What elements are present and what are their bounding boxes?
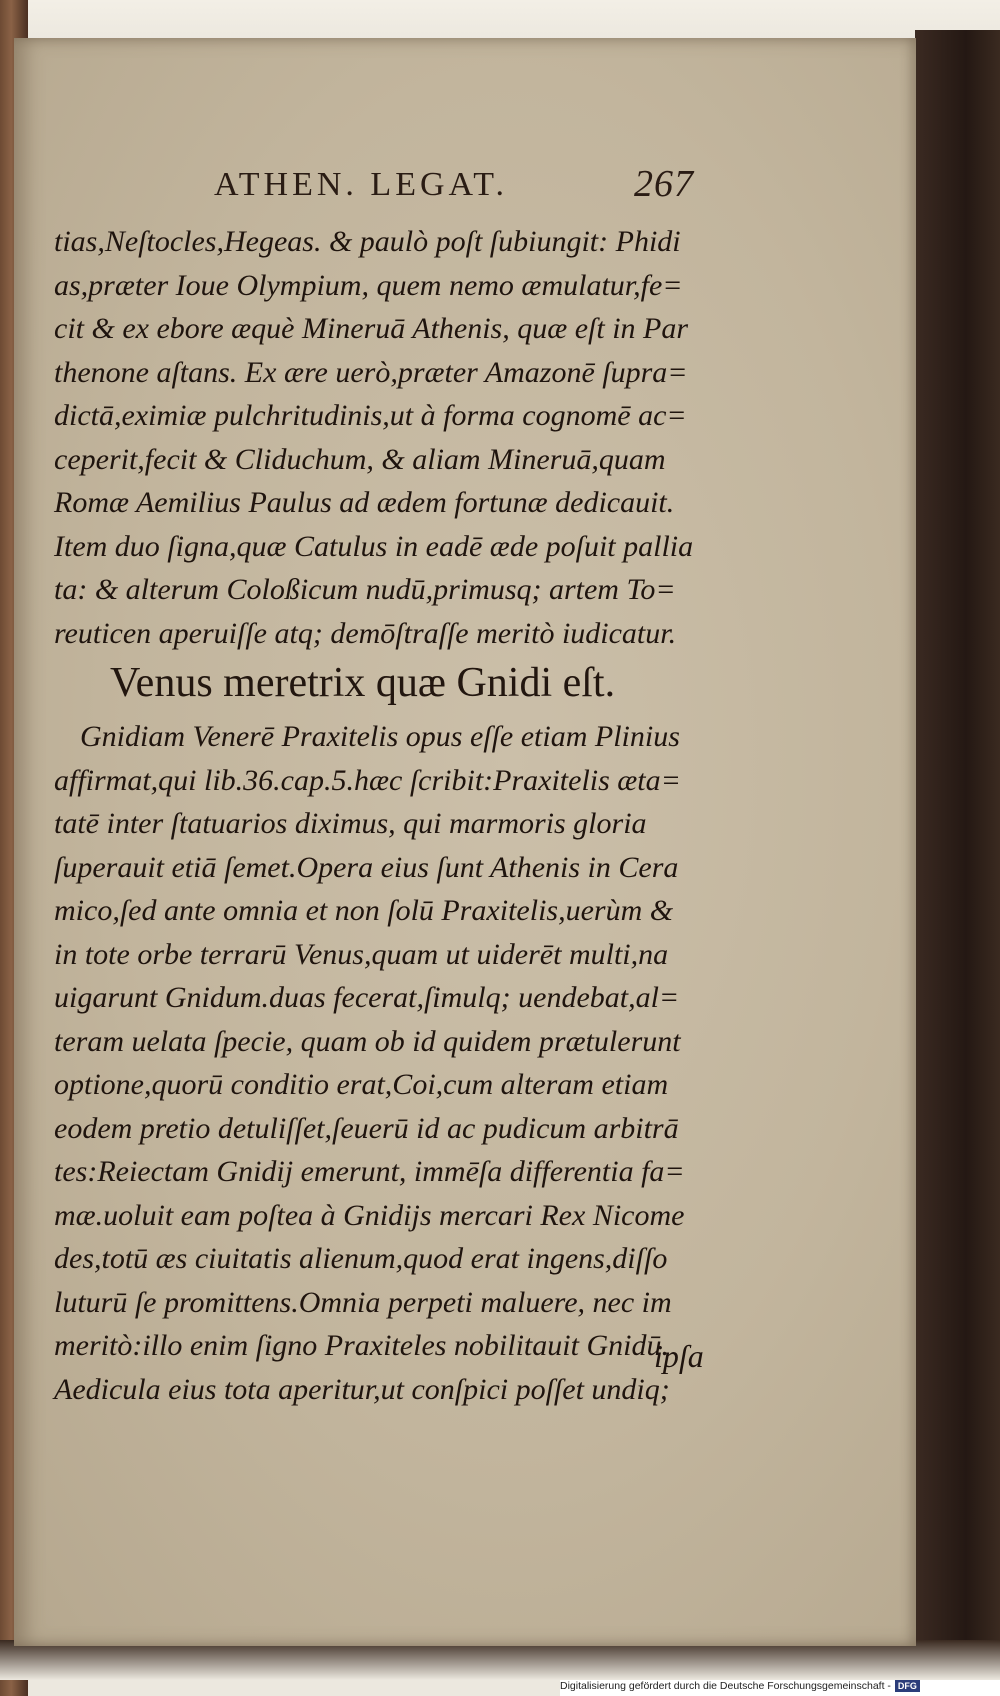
text-line: meritò:illo enim ſigno Praxiteles nobilitauit Gnidū. [54, 1329, 669, 1362]
text-line: optione,quorū conditio erat,Coi,cum alteram etiam [54, 1068, 669, 1101]
text-line: ſuperauit etiā ſemet.Opera eius ſunt Athenis in Cera [54, 850, 679, 884]
running-title: ATHEN. LEGAT. [214, 166, 509, 203]
text-line: Aedicula eius tota aperitur,ut conſpici poſſet undiq; [54, 1372, 670, 1406]
text-line: ceperit,fecit & Cliduchum, & aliam Mineruā,quam [54, 442, 666, 476]
book-bottom-edge [0, 1640, 1000, 1680]
text-line: thenone aſtans. Ex ære uerò,præter Amazonē ſupra= [54, 355, 688, 389]
paragraph-1 [54, 220, 744, 655]
text-line: des,totū æs ciuitatis alienum,quod erat ingens,diſſo [54, 1242, 668, 1275]
text-line: as,præter Ioue Olympium, quem nemo æmulatur,fe= [54, 268, 683, 302]
dfg-logo: DFG [895, 1680, 920, 1692]
text-line: Item duo ſigna,quæ Catulus in eadē æde poſuit pallia [54, 529, 694, 563]
text-line: luturū ſe promittens.Omnia perpeti maluere, nec im [54, 1285, 672, 1319]
running-head [204, 163, 724, 216]
text-line: Romæ Aemilius Paulus ad ædem fortunæ dedicauit. [54, 486, 675, 519]
text-line: mico,ſed ante omnia et non ſolū Praxitelis,uerùm & [54, 894, 674, 927]
digitization-credit [560, 1680, 1000, 1696]
section-heading: Venus meretrix quæ Gnidi eſt. [110, 660, 616, 706]
scan-background-top [0, 0, 1000, 40]
text-line: tias,Neſtocles,Hegeas. & paulò poſt ſubiungit: Phidi [54, 225, 681, 258]
text-line: dictā,eximiæ pulchritudinis,ut à forma cognomē ac= [54, 399, 687, 432]
text-line: eodem pretio detuliſſet,ſeuerū id ac pudicum arbitrā [54, 1111, 679, 1145]
text-line: tatē inter ſtatuarios diximus, qui marmoris gloria [54, 807, 647, 840]
text-line: reuticen aperuiſſe atq; demōſtraſſe meritò iudicatur. [54, 616, 677, 650]
text-line: affirmat,qui lib.36.cap.5.hæc ſcribit:Praxitelis æta= [54, 763, 681, 797]
text-line: cit & ex ebore æquè Mineruā Athenis, quæ eſt in Par [54, 312, 689, 345]
book-cover-edge [915, 30, 1000, 1660]
text-line: in tote orbe terrarū Venus,quam ut uiderēt multi,na [54, 937, 669, 971]
credit-text: Digitalisierung gefördert durch die Deutsche Forschungsgemeinschaft - [560, 1680, 891, 1692]
text-line: uigarunt Gnidum.duas fecerat,ſimulq; uendebat,al= [54, 981, 680, 1014]
text-line: Gnidiam Venerē Praxitelis opus eſſe etiam Plinius [80, 720, 680, 753]
page-number: 267 [634, 163, 694, 205]
catchword: ipſa [654, 1338, 704, 1374]
text-line: ta: & alterum Coloßicum nudū,primusq; artem To= [54, 573, 676, 606]
book-page [14, 38, 916, 1646]
main-text [54, 220, 744, 1411]
text-line: mæ.uoluit eam poſtea à Gnidijs mercari Rex Nicome [54, 1198, 685, 1232]
text-line: tes:Reiectam Gnidij emerunt, immēſa differentia fa= [54, 1155, 685, 1188]
paragraph-2 [54, 715, 744, 1411]
text-line: teram uelata ſpecie, quam ob id quidem prætulerunt [54, 1024, 681, 1058]
